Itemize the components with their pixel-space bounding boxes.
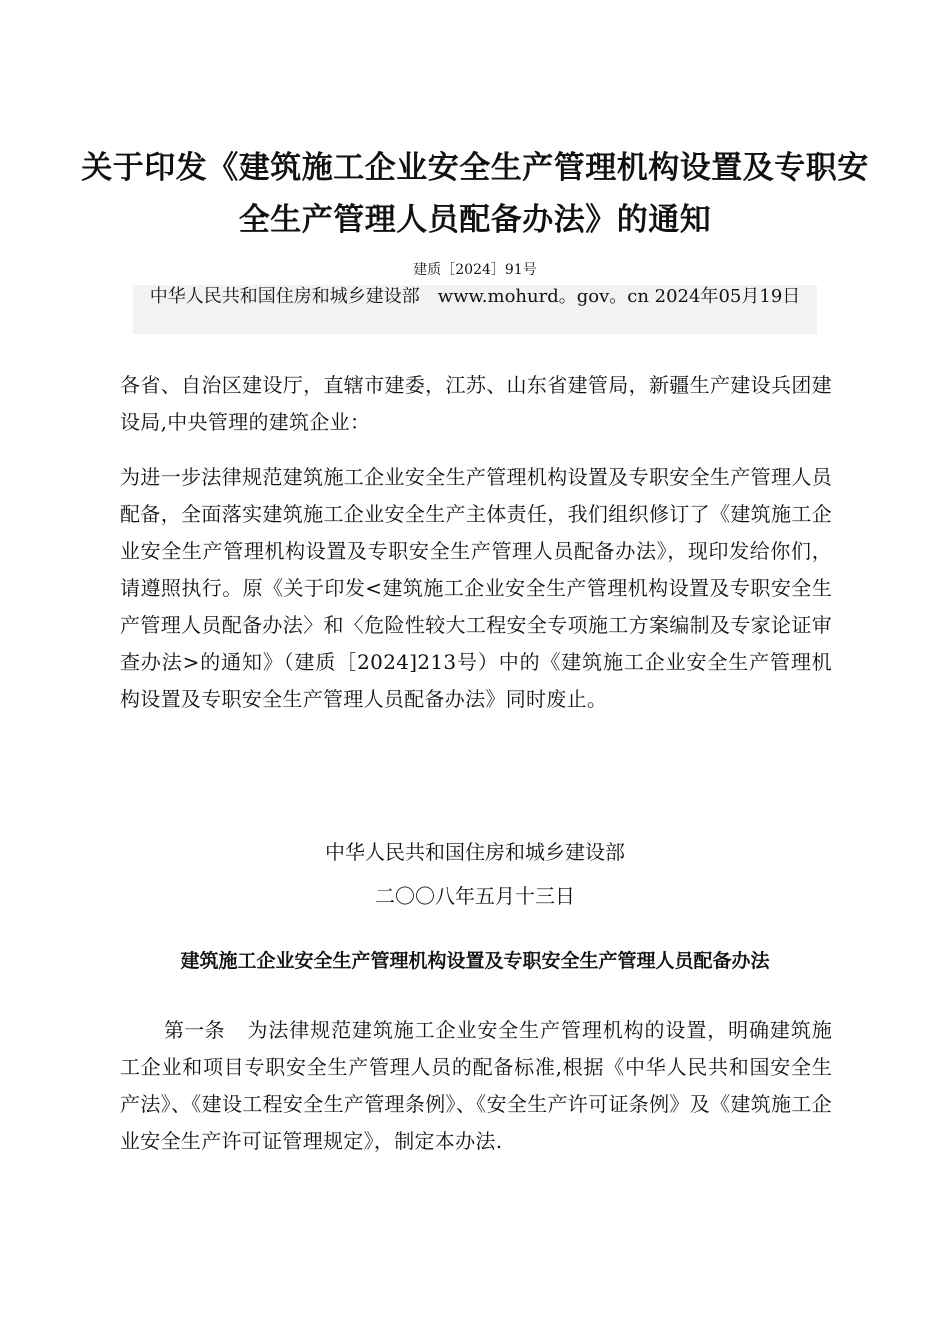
article-1-text: 为法律规范建筑施工企业安全生产管理机构的设置，明确建筑施工企业和项目专职安全生产管理人员的配备标准,根据《中华人民共和国安全生产法》、《建设工程安全生产管理条例》、《安全生产许可证条例》及《建筑施工企业安全生产许可证管理规定》，制定本办法.: [120, 1018, 832, 1153]
source-and-date-line: 中华人民共和国住房和城乡建设部 www.mohurd。gov。cn 2024年05月19日: [133, 285, 817, 334]
addressee-paragraph: 各省、自治区建设厅，直辖市建委，江苏、山东省建管局，新疆生产建设兵团建设局,中央管理的建筑企业：: [120, 373, 832, 434]
article-1-number: 第一条: [164, 1018, 225, 1042]
document-number: 建质［2024］91号: [413, 262, 537, 278]
notice-body-paragraph: 为进一步法律规范建筑施工企业安全生产管理机构设置及专职安全生产管理人员配备，全面落实建筑施工企业安全生产主体责任，我们组织修订了《建筑施工企业安全生产管理机构设置及专职安全生产管理人员配备办法》，现印发给你们，请遵照执行。原《关于印发<建筑施工企业安全生产管理机构设置及专职安全生产管理人员配备办法〉和〈危险性较大工程安全专项施工方案编制及专家论证审查办法>的通知》（建质［2024]213号）中的《建筑施工企业安全生产管理机构设置及专职安全生产管理人员配备办法》同时废止。: [120, 465, 832, 711]
notice-title: 关于印发《建筑施工企业安全生产管理机构设置及专职安全生产管理人员配备办法》的通知: [81, 150, 869, 238]
signature-organization: 中华人民共和国住房和城乡建设部: [325, 840, 625, 864]
attachment-title: 建筑施工企业安全生产管理机构设置及专职安全生产管理人员配备办法: [180, 950, 770, 972]
article-1: [120, 1012, 832, 1160]
signature-date: 二〇〇八年五月十三日: [375, 884, 575, 908]
